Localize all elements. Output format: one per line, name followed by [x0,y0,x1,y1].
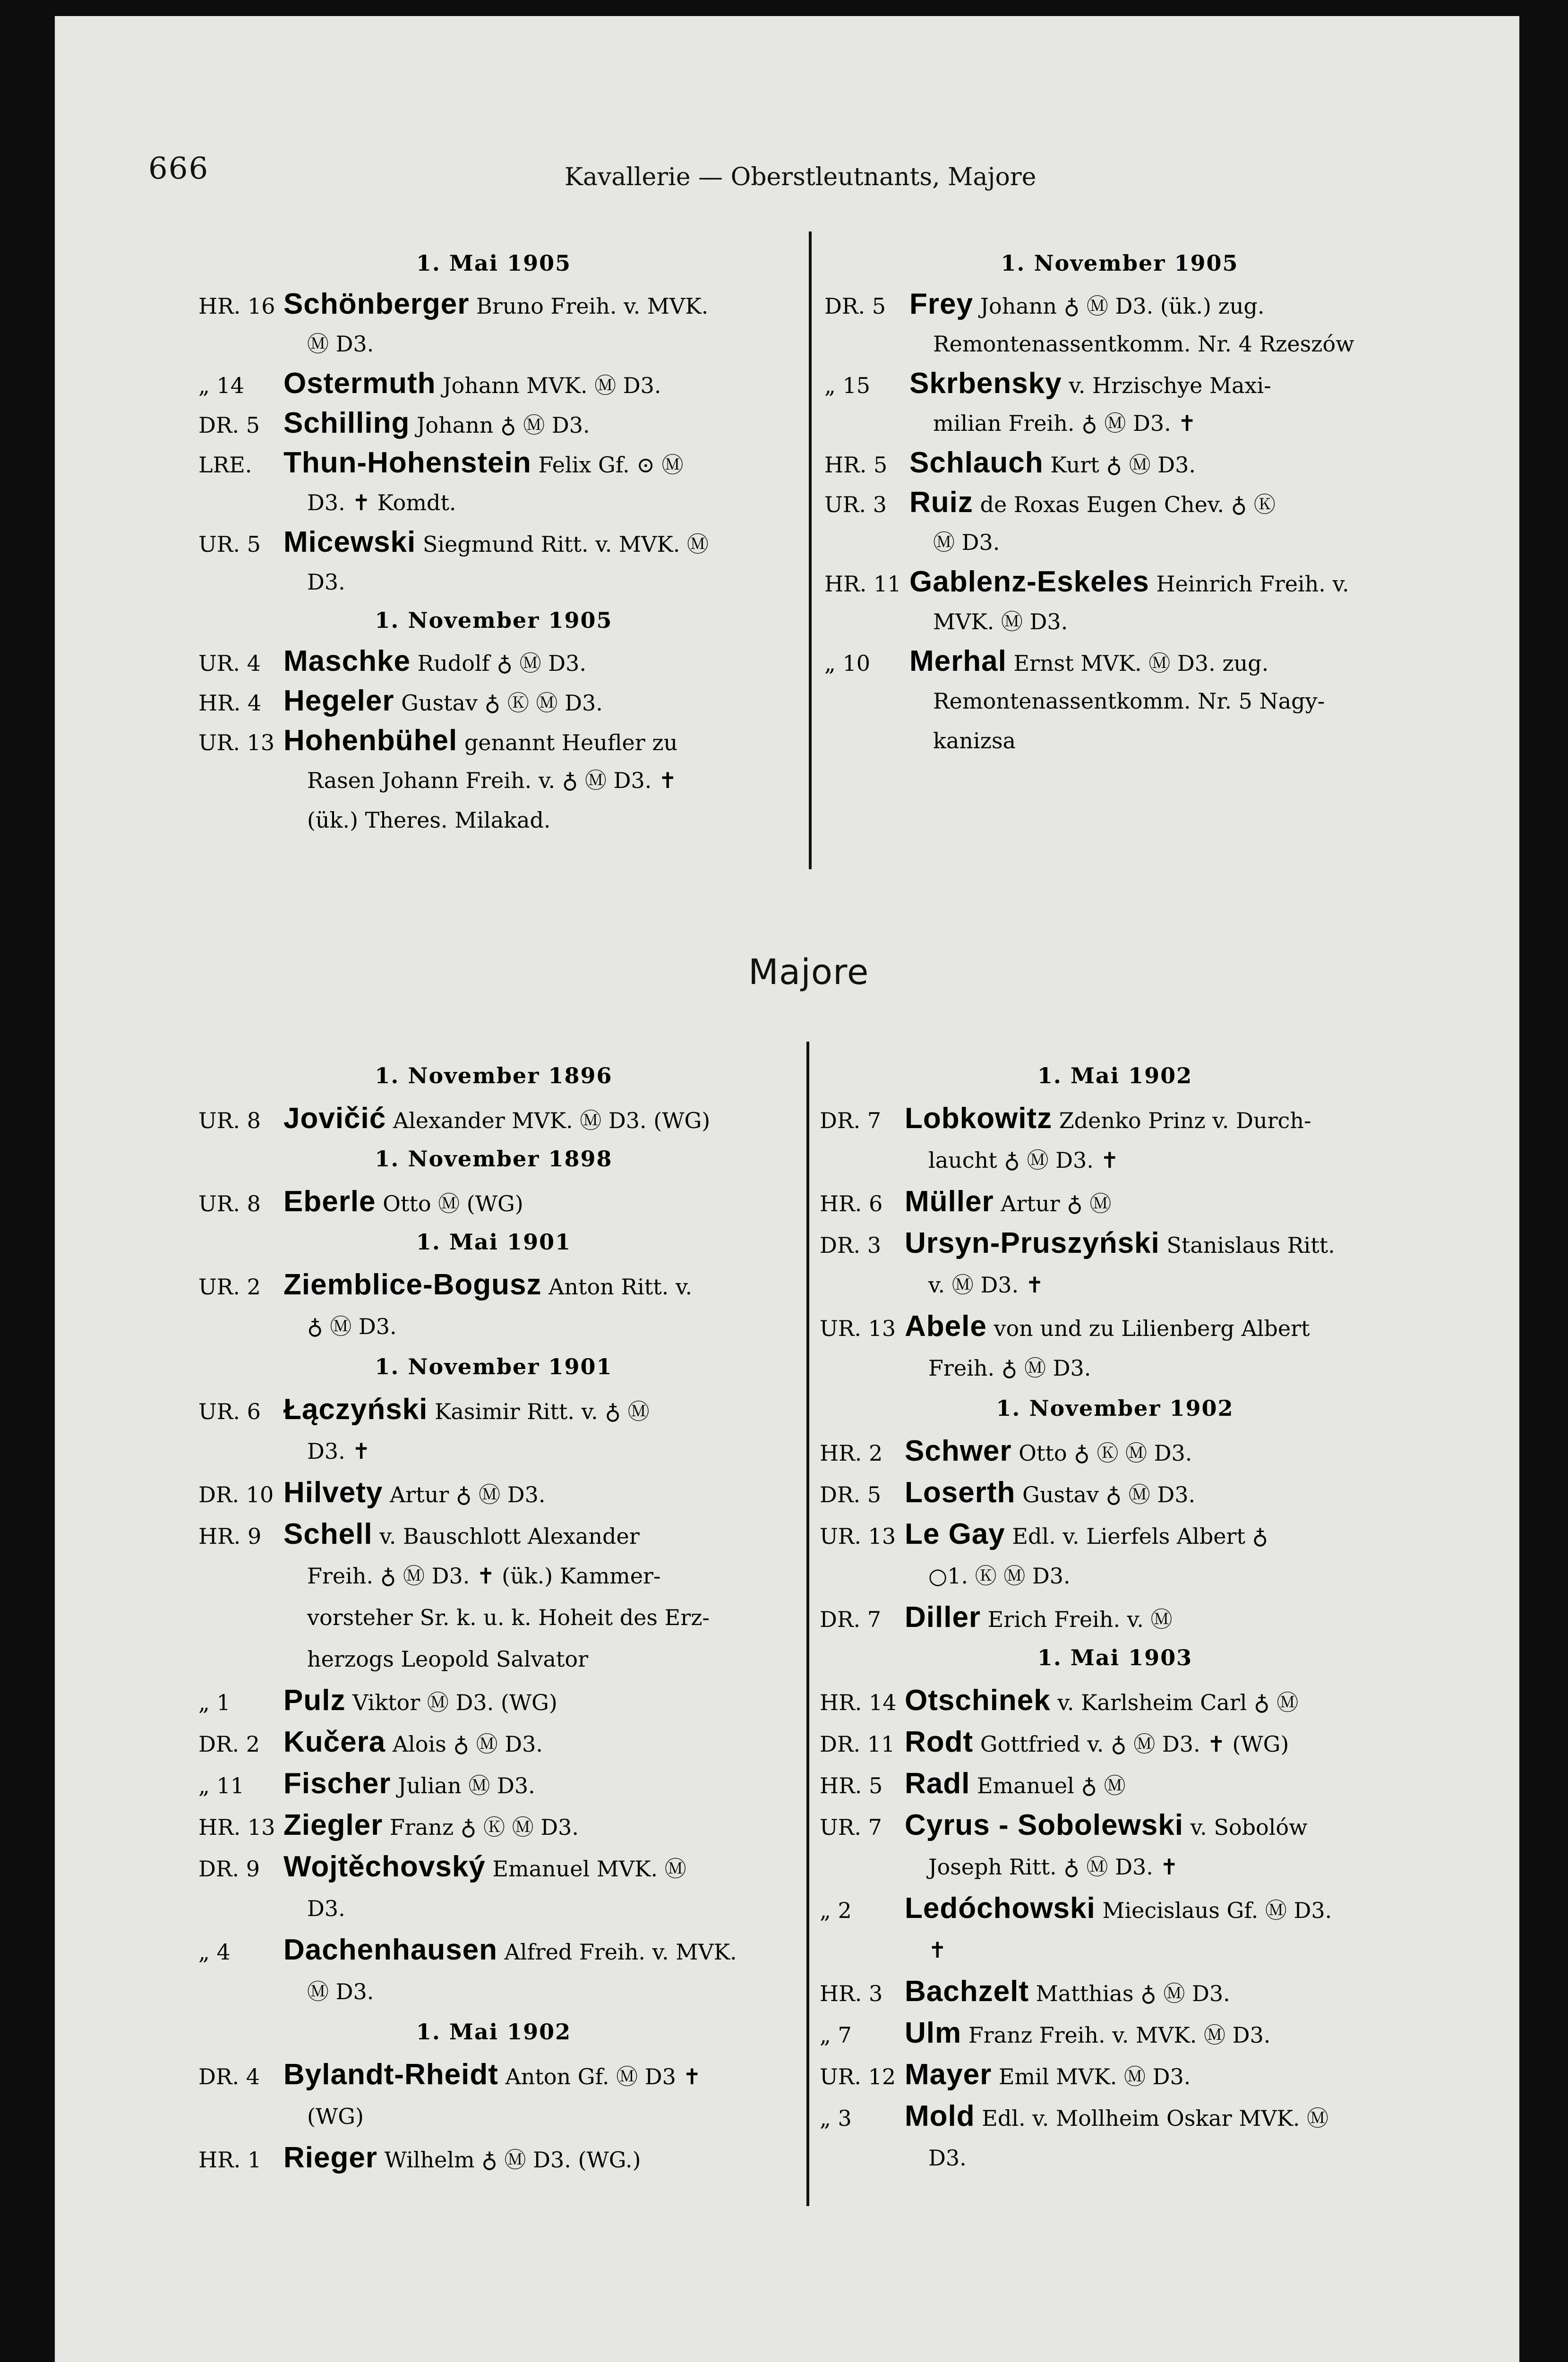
page-number: 666 [148,151,209,186]
officer-entry [820,2097,1410,2137]
officer-entry [820,2014,1410,2054]
officer-entry [820,1599,1410,1638]
entry-continuation: ♁ Ⓜ D3. [307,1314,397,1339]
regiment-label: HR. 13 [198,1814,275,1840]
officer-details: Ernst MVK. Ⓜ D3. zug. [1006,650,1269,676]
entry-continuation: D3. ✝ Komdt. [307,490,456,515]
officer-details: Kurt ♁ Ⓜ D3. [1043,452,1196,478]
officer-entry [198,1266,789,1306]
officer-details: von und zu Lilienberg Albert [986,1316,1310,1341]
regiment-label: DR. 4 [198,2064,260,2089]
officer-surname: Thun-Hohenstein [283,446,531,479]
regiment-label: „ 4 [198,1939,231,1965]
regiment-label: „ 2 [820,1898,852,1923]
officer-surname: Ostermuth [283,367,436,400]
officer-entry [198,2056,789,2096]
entry-continuation: (WG) [307,2104,364,2129]
regiment-label: HR. 5 [824,452,888,478]
entry-continuation: MVK. Ⓜ D3. [933,609,1068,634]
regiment-label: „ 11 [198,1773,244,1798]
officer-entry [198,1183,789,1223]
officer-surname: Micewski [283,526,416,558]
officer-details: Kasimir Ritt. v. ♁ Ⓜ [428,1399,650,1424]
officer-entry [198,285,789,325]
officer-entry [820,2056,1410,2096]
officer-surname: Ziemblice-Bogusz [283,1268,542,1301]
officer-details: Emanuel MVK. Ⓜ [485,1856,686,1882]
entry-continuation: vorsteher Sr. k. u. k. Hoheit des Erz- [307,1605,710,1630]
officer-surname: Fischer [283,1767,391,1800]
officer-surname: Wojtěchovský [283,1850,486,1883]
officer-details: Felix Gf. ⊙ Ⓜ [531,452,684,478]
entry-continuation: laucht ♁ Ⓜ D3. ✝ [928,1147,1119,1173]
officer-surname: Ziegler [283,1809,383,1841]
entry-continuation: Ⓜ D3. [933,530,1000,555]
entry-continuation: v. Ⓜ D3. ✝ [928,1272,1044,1298]
officer-entry [824,642,1415,682]
regiment-label: DR. 11 [820,1731,895,1757]
officer-surname: Eberle [283,1185,376,1218]
officer-surname: Rieger [283,2141,377,2174]
regiment-label: „ 7 [820,2022,852,2048]
officer-details: Miecislaus Gf. Ⓜ D3. [1095,1898,1332,1923]
entry-continuation: milian Freih. ♁ Ⓜ D3. ✝ [933,411,1196,436]
officer-details: Franz Freih. v. MVK. Ⓜ D3. [961,2022,1271,2048]
officer-details: v. Hrzischye Maxi- [1062,373,1271,398]
regiment-label: „ 15 [824,373,870,398]
entry-continuation: Rasen Johann Freih. v. ♁ Ⓜ D3. ✝ [307,768,677,793]
officer-surname: Kučera [283,1726,386,1758]
officer-surname: Le Gay [905,1518,1005,1550]
officer-details: Anton Gf. Ⓜ D3 ✝ [498,2064,702,2089]
officer-details: genannt Heufler zu [457,730,678,755]
officer-details: de Roxas Eugen Chev. ♁ Ⓚ [973,492,1276,517]
running-head: Kavallerie — Oberstleutnants, Majore [565,163,1037,191]
officer-details: Emanuel ♁ Ⓜ [970,1773,1126,1798]
officer-entry [824,563,1415,603]
officer-entry [824,444,1415,484]
entry-continuation: D3. ✝ [307,1438,370,1464]
officer-details: Gustav ♁ Ⓚ Ⓜ D3. [394,690,603,716]
regiment-label: UR. 4 [198,650,261,676]
officer-details: Johann ♁ Ⓜ D3. [410,412,590,438]
officer-details: Stanislaus Ritt. [1159,1232,1335,1258]
officer-entry [198,1474,789,1514]
officer-entry [820,1723,1410,1763]
officer-details: Franz ♁ Ⓚ Ⓜ D3. [383,1814,579,1840]
officer-surname: Ruiz [909,486,973,519]
regiment-label: DR. 3 [820,1232,882,1258]
officer-surname: Hohenbühel [283,724,458,757]
officer-entry [820,1100,1410,1139]
bottom-column-divider [806,1042,809,2206]
officer-details: v. Sobolów [1183,1814,1308,1840]
officer-entry [820,1806,1410,1846]
officer-surname: Maschke [283,645,411,677]
officer-surname: Schell [283,1518,373,1550]
entry-continuation: ✝ [928,1937,947,1963]
officer-surname: Schilling [283,407,410,439]
regiment-label: HR. 6 [820,1191,883,1216]
date-heading: 1. November 1905 [375,608,613,633]
regiment-label: „ 3 [820,2105,852,2131]
regiment-label: HR. 14 [820,1690,897,1715]
officer-surname: Cyrus - Sobolewski [905,1809,1183,1841]
regiment-label: UR. 6 [198,1399,261,1424]
officer-surname: Skrbensky [909,367,1062,400]
regiment-label: HR. 3 [820,1981,883,2006]
officer-entry [198,1765,789,1805]
officer-surname: Pulz [283,1684,346,1717]
regiment-label: UR. 7 [820,1814,882,1840]
date-heading: 1. Mai 1901 [416,1229,572,1255]
entry-continuation: Freih. ♁ Ⓜ D3. [928,1355,1091,1381]
officer-surname: Łączyński [283,1393,428,1426]
officer-details: Alfred Freih. v. MVK. [497,1939,737,1965]
section-title: Majore [748,952,869,993]
officer-entry [824,484,1415,523]
officer-entry [198,444,789,484]
entry-continuation: Freih. ♁ Ⓜ D3. ✝ (ük.) Kammer- [307,1563,661,1589]
entry-continuation: D3. [307,1896,345,1921]
officer-details: v. Bauschlott Alexander [372,1523,640,1549]
officer-entry [820,1224,1410,1264]
officer-surname: Ulm [905,2017,962,2049]
officer-details: Alexander MVK. Ⓜ D3. (WG) [386,1108,711,1133]
officer-details: Artur ♁ Ⓜ [994,1191,1112,1216]
entry-continuation: Ⓜ D3. [307,1979,374,2004]
officer-details: Johann MVK. Ⓜ D3. [436,373,661,398]
officer-details: Johann ♁ Ⓜ D3. (ük.) zug. [973,293,1265,319]
officer-entry [198,1391,789,1430]
officer-surname: Schlauch [909,446,1044,479]
officer-entry [820,1183,1410,1223]
regiment-label: DR. 10 [198,1482,274,1507]
regiment-label: UR. 3 [824,492,887,517]
officer-entry [820,1682,1410,1721]
officer-details: Erich Freih. v. Ⓜ [981,1607,1173,1632]
regiment-label: DR. 7 [820,1108,882,1133]
date-heading: 1. November 1898 [375,1146,613,1172]
entry-continuation: D3. [307,569,345,595]
regiment-label: DR. 7 [820,1607,882,1632]
officer-entry [198,642,789,682]
regiment-label: DR. 2 [198,1731,260,1757]
regiment-label: UR. 2 [198,1274,261,1300]
officer-surname: Mayer [905,2058,992,2091]
officer-details: Rudolf ♁ Ⓜ D3. [410,650,586,676]
officer-surname: Ursyn-Pruszyński [905,1227,1160,1259]
officer-details: Artur ♁ Ⓜ D3. [383,1482,546,1507]
officer-details: Anton Ritt. v. [541,1274,693,1300]
officer-surname: Diller [905,1601,981,1634]
officer-details: Edl. v. Mollheim Oskar MVK. Ⓜ [975,2105,1329,2131]
officer-entry [820,1432,1410,1472]
date-heading: 1. November 1902 [996,1395,1234,1421]
officer-entry [824,285,1415,325]
officer-entry [820,1973,1410,2012]
officer-details: Siegmund Ritt. v. MVK. Ⓜ [416,531,709,557]
officer-details: Bruno Freih. v. MVK. [469,293,709,319]
officer-surname: Hilvety [283,1476,383,1509]
officer-details: Alois ♁ Ⓜ D3. [386,1731,543,1757]
regiment-label: „ 10 [824,650,870,676]
officer-details: Viktor Ⓜ D3. (WG) [345,1690,557,1715]
officer-entry [198,722,789,762]
officer-surname: Schwer [905,1435,1012,1467]
officer-entry [820,1515,1410,1555]
regiment-label: HR. 16 [198,293,275,319]
regiment-label: DR. 5 [820,1482,882,1507]
officer-entry [198,1806,789,1846]
officer-surname: Bylandt-Rheidt [283,2058,498,2091]
officer-surname: Otschinek [905,1684,1051,1717]
officer-surname: Mold [905,2100,975,2132]
officer-surname: Abele [905,1310,987,1343]
date-heading: 1. Mai 1902 [416,2019,572,2045]
date-heading: 1. Mai 1905 [416,250,572,276]
officer-details: Otto Ⓜ (WG) [376,1191,523,1216]
officer-details: Edl. v. Lierfels Albert ♁ [1005,1523,1268,1549]
regiment-label: UR. 13 [820,1523,896,1549]
officer-surname: Ledóchowski [905,1892,1096,1925]
regiment-label: HR. 2 [820,1440,883,1466]
regiment-label: DR. 9 [198,1856,260,1882]
officer-details: Matthias ♁ Ⓜ D3. [1028,1981,1230,2006]
officer-details: Wilhelm ♁ Ⓜ D3. (WG.) [377,2147,641,2173]
entry-continuation: Joseph Ritt. ♁ Ⓜ D3. ✝ [928,1854,1179,1880]
regiment-label: UR. 8 [198,1108,261,1133]
regiment-label: UR. 13 [198,730,275,755]
officer-entry [198,404,789,444]
officer-entry [198,682,789,722]
date-heading: 1. Mai 1903 [1037,1645,1193,1670]
officer-surname: Merhal [909,645,1007,677]
regiment-label: UR. 5 [198,531,261,557]
officer-surname: Dachenhausen [283,1934,498,1966]
officer-details: Emil MVK. Ⓜ D3. [992,2064,1191,2089]
entry-continuation: kanizsa [933,728,1016,753]
officer-details: Julian Ⓜ D3. [391,1773,535,1798]
officer-entry [820,1765,1410,1805]
regiment-label: HR. 5 [820,1773,883,1798]
regiment-label: UR. 13 [820,1316,896,1341]
officer-details: v. Karlsheim Carl ♁ Ⓜ [1050,1690,1299,1715]
officer-surname: Bachzelt [905,1975,1029,2008]
officer-details: Gustav ♁ Ⓜ D3. [1015,1482,1196,1507]
regiment-label: LRE. [198,452,252,478]
entry-continuation: Remontenassentkomm. Nr. 5 Nagy- [933,688,1325,714]
date-heading: 1. November 1896 [375,1063,613,1088]
regiment-label: HR. 1 [198,2147,262,2173]
date-heading: 1. Mai 1902 [1037,1063,1193,1088]
officer-entry [198,2139,789,2179]
officer-surname: Müller [905,1185,994,1218]
officer-surname: Loserth [905,1476,1016,1509]
officer-entry [198,1848,789,1888]
officer-details: Heinrich Freih. v. [1149,571,1349,597]
regiment-label: UR. 8 [198,1191,261,1216]
officer-details: Zdenko Prinz v. Durch- [1052,1108,1311,1133]
top-column-divider [809,231,812,869]
regiment-label: „ 1 [198,1690,231,1715]
regiment-label: UR. 12 [820,2064,896,2089]
officer-entry [198,1931,789,1971]
regiment-label: HR. 4 [198,690,262,716]
officer-entry [198,365,789,404]
entry-continuation: Remontenassentkomm. Nr. 4 Rzeszów [933,331,1354,357]
officer-surname: Jovičić [283,1102,386,1135]
officer-entry [198,1100,789,1139]
officer-surname: Frey [909,288,973,320]
entry-continuation: D3. [928,2145,967,2171]
entry-continuation: Ⓜ D3. [307,331,374,357]
officer-surname: Rodt [905,1726,974,1758]
date-heading: 1. November 1905 [1001,250,1239,276]
entry-continuation: (ük.) Theres. Milakad. [307,807,551,833]
officer-entry [824,365,1415,404]
officer-details: Gottfried v. ♁ Ⓜ D3. ✝ (WG) [973,1731,1289,1757]
regiment-label: „ 14 [198,373,244,398]
officer-surname: Radl [905,1767,970,1800]
officer-entry [820,1474,1410,1514]
date-heading: 1. November 1901 [375,1354,613,1379]
officer-surname: Hegeler [283,685,394,717]
officer-entry [198,1515,789,1555]
entry-continuation: herzogs Leopold Salvator [307,1646,589,1672]
regiment-label: DR. 5 [824,293,886,319]
regiment-label: HR. 9 [198,1523,262,1549]
entry-continuation: ○1. Ⓚ Ⓜ D3. [928,1563,1071,1589]
officer-surname: Schönberger [283,288,470,320]
officer-entry [820,1890,1410,1929]
officer-entry [198,523,789,563]
officer-details: Otto ♁ Ⓚ Ⓜ D3. [1011,1440,1192,1466]
officer-surname: Gablenz-Eskeles [909,565,1149,598]
officer-entry [198,1723,789,1763]
officer-surname: Lobkowitz [905,1102,1053,1135]
officer-entry [820,1308,1410,1347]
regiment-label: DR. 5 [198,412,260,438]
regiment-label: HR. 11 [824,571,901,597]
officer-entry [198,1682,789,1721]
